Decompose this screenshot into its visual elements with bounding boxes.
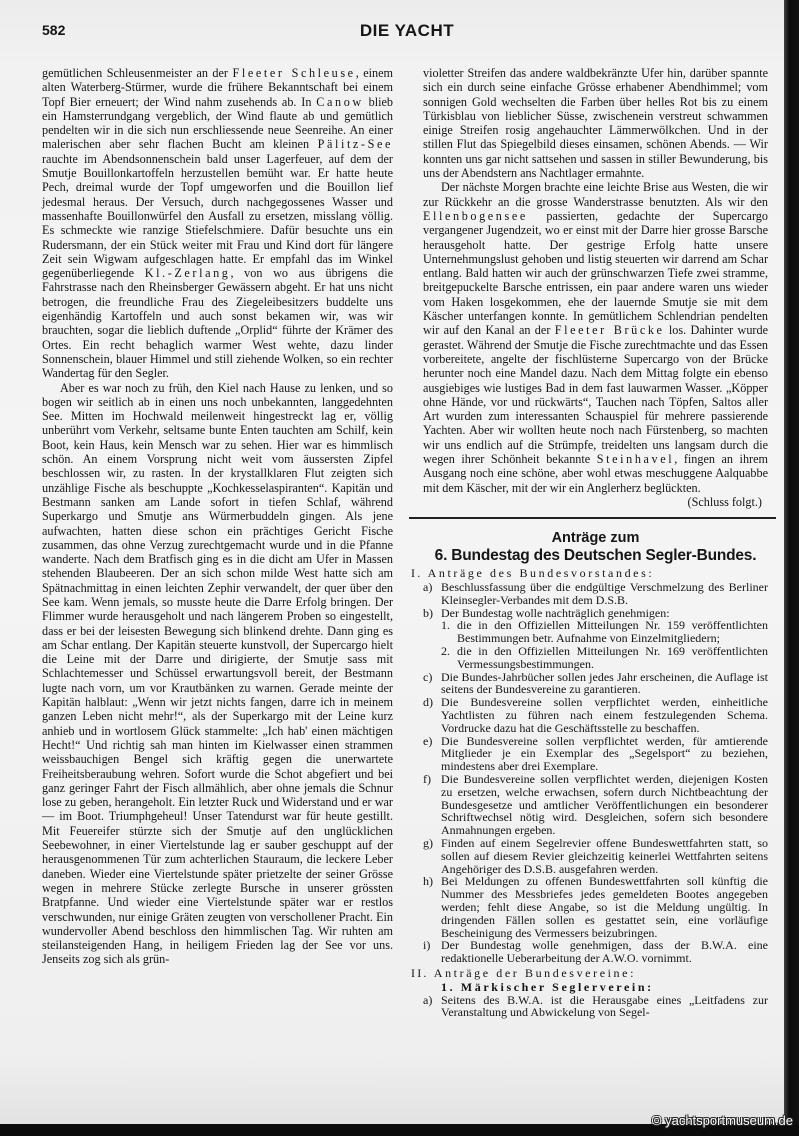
motion-text: Die Bundes-Jahrbücher sollen jedes Jahr erscheinen, die Auflage ist seitens der Bundesvereine zu garantieren.: [441, 669, 768, 697]
motion-item: [423, 735, 768, 773]
article-paragraph: Der nächste Morgen brachte eine leichte Brise aus Westen, die wir zur Rückkehr an die grosse Wanderstrasse benutzten. Als wir den Ellenbogensee passierten, gedachte der Supercargo vergangener Jugendzeit, wo er einst mit der Darre hier grosse Barsche herausgeholt hatte. Der gestrige Erfolg hatte unsere Unternehmungslust gehoben und listig steuerten wir darrend am Schar entlang. Bald hatten wir auch der grünschwarzen Tiefe zwei stramme, breitgepuckelte Barsche entrissen, ein paar andere waren uns wieder vom Haken losgekommen, ehe der lauernde Smutje sie mit dem Käscher unterfangen konnte. In gemütlichem Schlendrian pendelten wir auf den Kanal an der Fleeter Brücke los. Dahinter wurde gerastet. Während der Smutje die Fische zurechtmachte und das Essen vorbereitete, angelte der fischlüsterne Supercargo von der Brücke herunter noch eine Mandel dazu. Nach dem Mittag folgte ein ebenso ausgiebiges wie lustiges Bad in dem fast lauwarmen Wasser. „Köpper ohne Hände, vor und rückwärts“, Tauchen nach Töpfen, Saltos aller Art wurden zum interessanten Schauspiel für mehrere passierende Yachten. Aber wir wollten heute noch nach Fürstenberg, so machten wir uns endlich auf die Strümpfe, treidelten uns langsam durch die wegen ihrer Schönheit bekannte Steinhavel, fingen an ihrem Ausgang noch eine schöne, aber wohl etwas meschuggene Aalquabbe mit dem Käscher, mit der wir ein Anglerherz beglückten.: [423, 180, 768, 495]
motion-label: i): [423, 938, 431, 953]
motion-label: a): [423, 580, 433, 594]
motion-item: [423, 875, 768, 939]
motion-text: Der Bundestag wolle genehmigen, dass der B.W.A. eine redaktionelle Ueberarbeitung der A.W.O. vornimmt.: [441, 938, 768, 966]
motion-item: [423, 581, 768, 607]
motion-text: Die Bundesvereine sollen verpflichtet werden, einheitliche Yachtlisten zu führen nach einem festzulegenden Schema. Vordrucke dazu hat die Geschäftsstelle zu beschaffen.: [441, 695, 768, 735]
motion-label: h): [423, 874, 433, 889]
section-title-line1: Anträge zum: [551, 530, 640, 547]
part-heading-2: II. Anträge der Bundesvereine:: [411, 965, 637, 980]
section-divider: [409, 517, 776, 519]
motion-label: g): [423, 835, 433, 850]
motion-text: Die Bundesvereine sollen verpflichtet werden, für amtierende Mitglieder je ein Exemplar des „Segelsport“ zu beziehen, mindestens aber drei Exemplare.: [441, 733, 768, 774]
place-name: Kl.-Zerlang: [144, 266, 231, 281]
continued-note: (Schluss folgt.): [687, 494, 762, 509]
motion-item: [423, 696, 768, 734]
place-name: Fleeter Schleuse: [232, 66, 356, 80]
motion-item: [423, 671, 768, 697]
motion-text: Beschlussfassung über die endgültige Verschmelzung des Berliner Kleinsegler-Verbandes mit dem D.S.B.: [441, 580, 768, 607]
motion-item: [423, 994, 768, 1020]
motion-text: Bei Meldungen zu offenen Bundeswettfahrten soll künftig die Nummer des Messbriefes jedes gemeldeten Bootes angegeben werden; fehlt diese Angabe, so ist die Meldung ungültig. In dringenden Fällen sollen es gestattet sein, eine vorläufige Bescheinigung des Vermessers beizubringen.: [441, 874, 768, 940]
watermark: © yachtsportmuseum.de: [651, 1113, 793, 1128]
motion-label: a): [423, 992, 433, 1007]
motion-text: Finden auf einem Segelrevier offene Bundeswettfahrten statt, so sollen auf diesem Revier gleichzeitig keinerlei Wettfahrten seitens Angehöriger des D.S.B. ausgefahren werden.: [441, 835, 768, 876]
place-name: Steinhavel: [596, 452, 675, 467]
right-column: [411, 66, 768, 1020]
motion-item: [423, 837, 768, 875]
page-number: 582: [42, 22, 66, 38]
place-name: Fleeter Brücke: [554, 323, 665, 338]
motion-subitem: 2. die in den Offiziellen Mitteilungen Nr. 169 veröffentlichten Vermessungsbestimmungen.: [441, 643, 768, 671]
journal-title: DIE YACHT: [359, 21, 455, 40]
article-paragraph: violetter Streifen das andere waldbekränzte Ufer hin, darüber spannte sich ein durch seine einfache Grösse erhabener Abendhimmel; vom sonnigen Gold wechselten die Farben über helles Rot bis zu einem Türkisblau von lieblicher Süsse, zwischenein verstreut schwammen einige Streifen rosig angehauchter Lämmerwölkchen. Und in der stillen Flut das Spiegelbild dieses einsamen, schönen Abends. — Wir konnten uns gar nicht sattsehen und sassen in stiller Bewunderung, bis uns der Abendstern ans Nachtlager ermahnte.: [423, 66, 768, 181]
motion-label: b): [423, 605, 433, 620]
motion-item: [423, 773, 768, 837]
scan-edge-right: [784, 0, 799, 1136]
article-paragraph: gemütlichen Schleusenmeister an der Fleeter Schleuse, einem alten Waterberg-Stürmer, wurde die frühere Bekanntschaft bei einem Topf Bier erneuert; der Wind nahm zusehends ab. In Canow blieb ein Hamsterrundgang vergeblich, der Wind flaute ab und gemütlich pendelten wir in die sich nun erschliessende neue Seenreihe. An einer malerischen aber sehr flachen Bucht am kleinen Pälitz-See rauchte im Abendsonnenschein bald unser Lagerfeuer, auf dem der Smutje Bouillonkartoffeln herzustellen bemüht war. Er hatte heute Pech, dreimal wurde der Topf umgeworfen und die Bouillon lief jedesmal heraus. Der Versuch, durch nachgegossenes Wasser und massenhafte Bouillonwürfel den Ausfall zu ersetzen, misslang völlig. Es schmeckte wie ranzige Stiefelschmiere. Dafür besuchte uns ein Rudersmann, der ein Stück weiter mit Frau und Kind dort für längere Zeit sein Wigwam aufgeschlagen hatte. Er empfahl das im Winkel gegenüberliegende Kl.-Zerlang, von wo aus übrigens die Fahrstrasse nach den Rheinsberger Gewässern abgeht. Er hat uns nicht betrogen, die freundliche Frau des Ziegeleibesitzers buddelte uns eigenhändig Kartoffeln und auch sonst bekamen wir, was wir brauchten, sogar die lieblich duftende „Orplid“ führte der Krämer des Ortes. Ein recht behaglich warmer West wehte, dazu linder Sonnenschein, blauer Himmel und still ziehende Wolken, so ein rechter Wandertag für den Segler.: [42, 66, 393, 381]
article-paragraph: Aber es war noch zu früh, den Kiel nach Hause zu lenken, und so bogen wir seitlich ab in einen uns noch unbekannten, langgedehnten See. Mitten im Hochwald meilenweit hingestreckt lag er, völlig unberührt vom Verkehr, seltsame bunte Enten tauchten am Schilf, kein Boot, kein Haus, kein Mensch war zu sehen. Hier war es himmlisch schön. An einem Vorsprung nicht weit vom äussersten Zipfel beschlossen wir, zu rasten. In der krystallklaren Flut zeigten sich unzählige Fische als beschuppte „Kochkesselaspiranten“. Kapitän und Bestmann sanken am Lande sofort in tiefen Schlaf, während Superkargo und Smutje ans Würmerbuddeln gingen. Als jene aufwachten, hatten diese schon ein prächtiges Gericht Fische zusammen, das ohne Verzug zurechtgemacht wurde und in die Pfanne wanderte. Nach dem Bratfisch ging es in die dicht am Ufer in Massen stehenden Blaubeeren. Der an sich schon milde West hatte sich am Spätnachmittag in einen leichten Zephir verwandelt, der quer über den See kam. Wenn jemals, so musste heute die Darre Erfolg bringen. Der Flimmer wurde herausgeholt und nach längerem Proben so eingestellt, dass er bei der leisesten Bewegung sich blinkend drehte. Dann ging es am Schar entlang. Der Kapitän steuerte kunstvoll, der Supercargo hielt die Leine mit der Darre und dirigierte, der Smutje sass mit Schlachtemesser und Schüssel erwartungsvoll bereit, der Bestmann lugte nach vorn, um vor Krautbänken zu warnen. Gerade meinte der Kapitän halblaut: „Wenn wir jetzt nichts fangen, darre ich in meinem ganzen Leben nicht mehr!“, als der Superkargo mit der Leine kurz anhieb und in wortlosem Glück stammelte: „Ich hab' einen mächtigen Hecht!“ Und richtig sah man hinten im Kielwasser einen strammen weissbauchigen Bengel sich kräftig gegen die unerwartete Freiheitsberaubung wehren. Sofort wurde die Schot abgefiert und bei ganz geringer Fahrt der Fisch allmählich, aber ohne jemals die Schnur lose zu geben, herangeholt. Ein letzter Ruck und Widerstand und er war — im Boot. Triumphgeheul! Unser Tatendurst war für heute gestillt. Mit Feuereifer stürzte sich der Smutje auf den unglücklichen Seebewohner, in einer Viertelstunde lag er sauber geschuppt auf der herausgenommenen Tür zum achterlichen Stauraum, die leckere Leber daneben. Wieder eine Viertelstunde später prietzelte der seiner Grösse wegen in mehrere Stücke zerlegte Bursche in unserer grössten Bratpfanne. Und wieder eine Viertelstunde später war er restlos verschwunden, nur einige Gräten zeugten von verschollener Pracht. Ein wundervoller Abend beschloss den himmlischen Tag. Wir ruhten am steilansteigenden Hang, in heiligem Frieden lag der See vor uns. Jenseits zog sich als grün-: [42, 380, 393, 967]
section-title-line2: 6. Bundestag des Deutschen Segler-Bundes.: [434, 547, 757, 565]
motion-subitem: 1. die in den Offiziellen Mitteilungen Nr. 159 veröffentlichten Bestimmungen betr. Aufnahme von Einzelmitgliedern;: [441, 618, 768, 646]
motions-list: [411, 566, 768, 1020]
part-heading-1: I. Anträge des Bundesvorstandes:: [411, 566, 655, 581]
left-column: [42, 66, 393, 967]
place-name: Canow: [316, 94, 364, 109]
part1-items: [423, 581, 768, 965]
motion-label: c): [423, 669, 433, 684]
page-header: [42, 22, 772, 46]
motion-item: [423, 939, 768, 965]
motion-text: Der Bundestag wolle nachträglich genehmigen:: [441, 605, 670, 620]
motion-label: e): [423, 733, 433, 748]
part2-items: [423, 994, 768, 1020]
place-name: Ellenbogensee: [423, 208, 528, 223]
motion-text: Die Bundesvereine sollen verpflichtet werden, diejenigen Kosten zu ersetzen, welche erwachsen, sofern durch Nichtbeachtung der Bundesgesetze und amtlicher Veröffentlichungen ein besonderer Schriftwechsel nötig wird. Desgleichen, sofern sich besondere Anmahnungen ergeben.: [441, 771, 768, 838]
motion-label: f): [423, 771, 431, 786]
club-heading: 1. Märkischer Seglerverein:: [441, 979, 654, 994]
motion-label: d): [423, 695, 433, 710]
motion-text: Seitens des B.W.A. ist die Herausgabe eines „Leitfadens zur Veranstaltung und Abwickelung von Segel-: [441, 992, 768, 1020]
place-name: Pälitz-See: [317, 137, 393, 152]
